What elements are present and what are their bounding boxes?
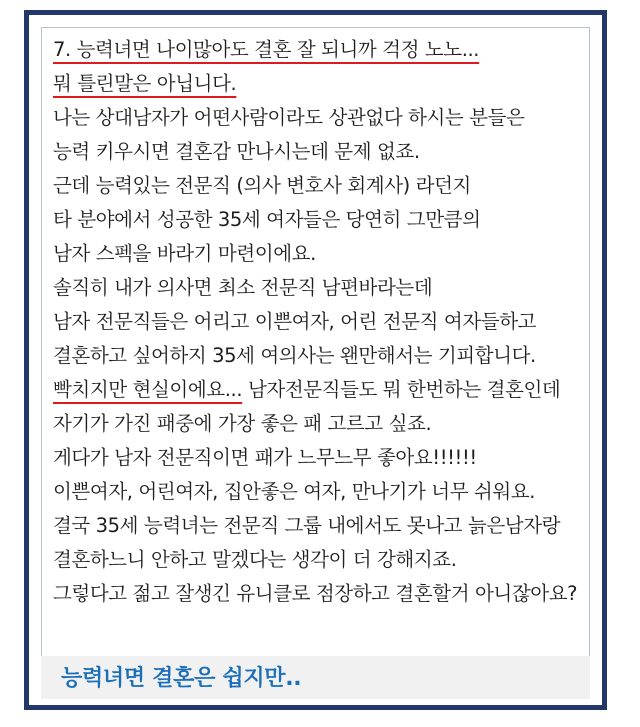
underlined-text: 뭐 틀린말은 아닙니다. <box>53 72 237 95</box>
post-line-11 <box>53 377 560 403</box>
post-line-15: 결국 35세 능력녀는 전문직 그룹 내에서도 못나고 늙은남자랑 <box>53 514 561 537</box>
post-line-2 <box>53 71 236 97</box>
post-line-5: 근데 능력있는 전문직 (의사 변호사 회계사) 라던지 <box>53 174 471 197</box>
post-line-7: 남자 스펙을 바라기 마련이에요. <box>53 242 316 265</box>
post-line-10: 결혼하고 싶어하지 35세 여의사는 왠만해서는 기피합니다. <box>53 344 536 367</box>
content-frame <box>24 10 607 710</box>
underlined-heading: 7. 능력녀면 나이많아도 결혼 잘 되니까 걱정 노노... <box>53 38 480 61</box>
post-line-9: 남자 전문직들은 어리고 이쁜여자, 어린 전문직 여자들하고 <box>53 310 537 333</box>
post-line-14: 이쁜여자, 어린여자, 집안좋은 여자, 만나기가 너무 쉬워요. <box>53 480 536 503</box>
post-line-6: 타 분야에서 성공한 35세 여자들은 당연히 그만큼의 <box>53 208 481 231</box>
post-line-8: 솔직히 내가 의사면 최소 전문직 남편바라는데 <box>53 276 433 299</box>
post-line-3: 나는 상대남자가 어떤사람이라도 상관없다 하시는 분들은 <box>53 106 525 129</box>
post-text: 남자전문직들도 뭐 한번하는 결혼인데 <box>242 378 561 401</box>
post-line-1 <box>53 37 479 63</box>
post-line-13: 게다가 남자 전문직이면 패가 느무느무 좋아요!!!!!! <box>53 446 477 469</box>
post-line-12: 자기가 가진 패중에 가장 좋은 패 고르고 싶죠. <box>53 412 432 435</box>
post-line-17: 그렇다고 젊고 잘생긴 유니클로 점장하고 결혼할거 아니잖아요? <box>53 582 578 605</box>
caption-text: 능력녀면 결혼은 쉽지만.. <box>61 666 302 691</box>
post-line-4: 능력 키우시면 결혼감 만나시는데 문제 없죠. <box>53 140 420 163</box>
underlined-text: 빡치지만 현실이에요... <box>53 378 243 401</box>
post-line-16: 결혼하느니 안하고 말겠다는 생각이 더 강해지죠. <box>53 548 457 571</box>
